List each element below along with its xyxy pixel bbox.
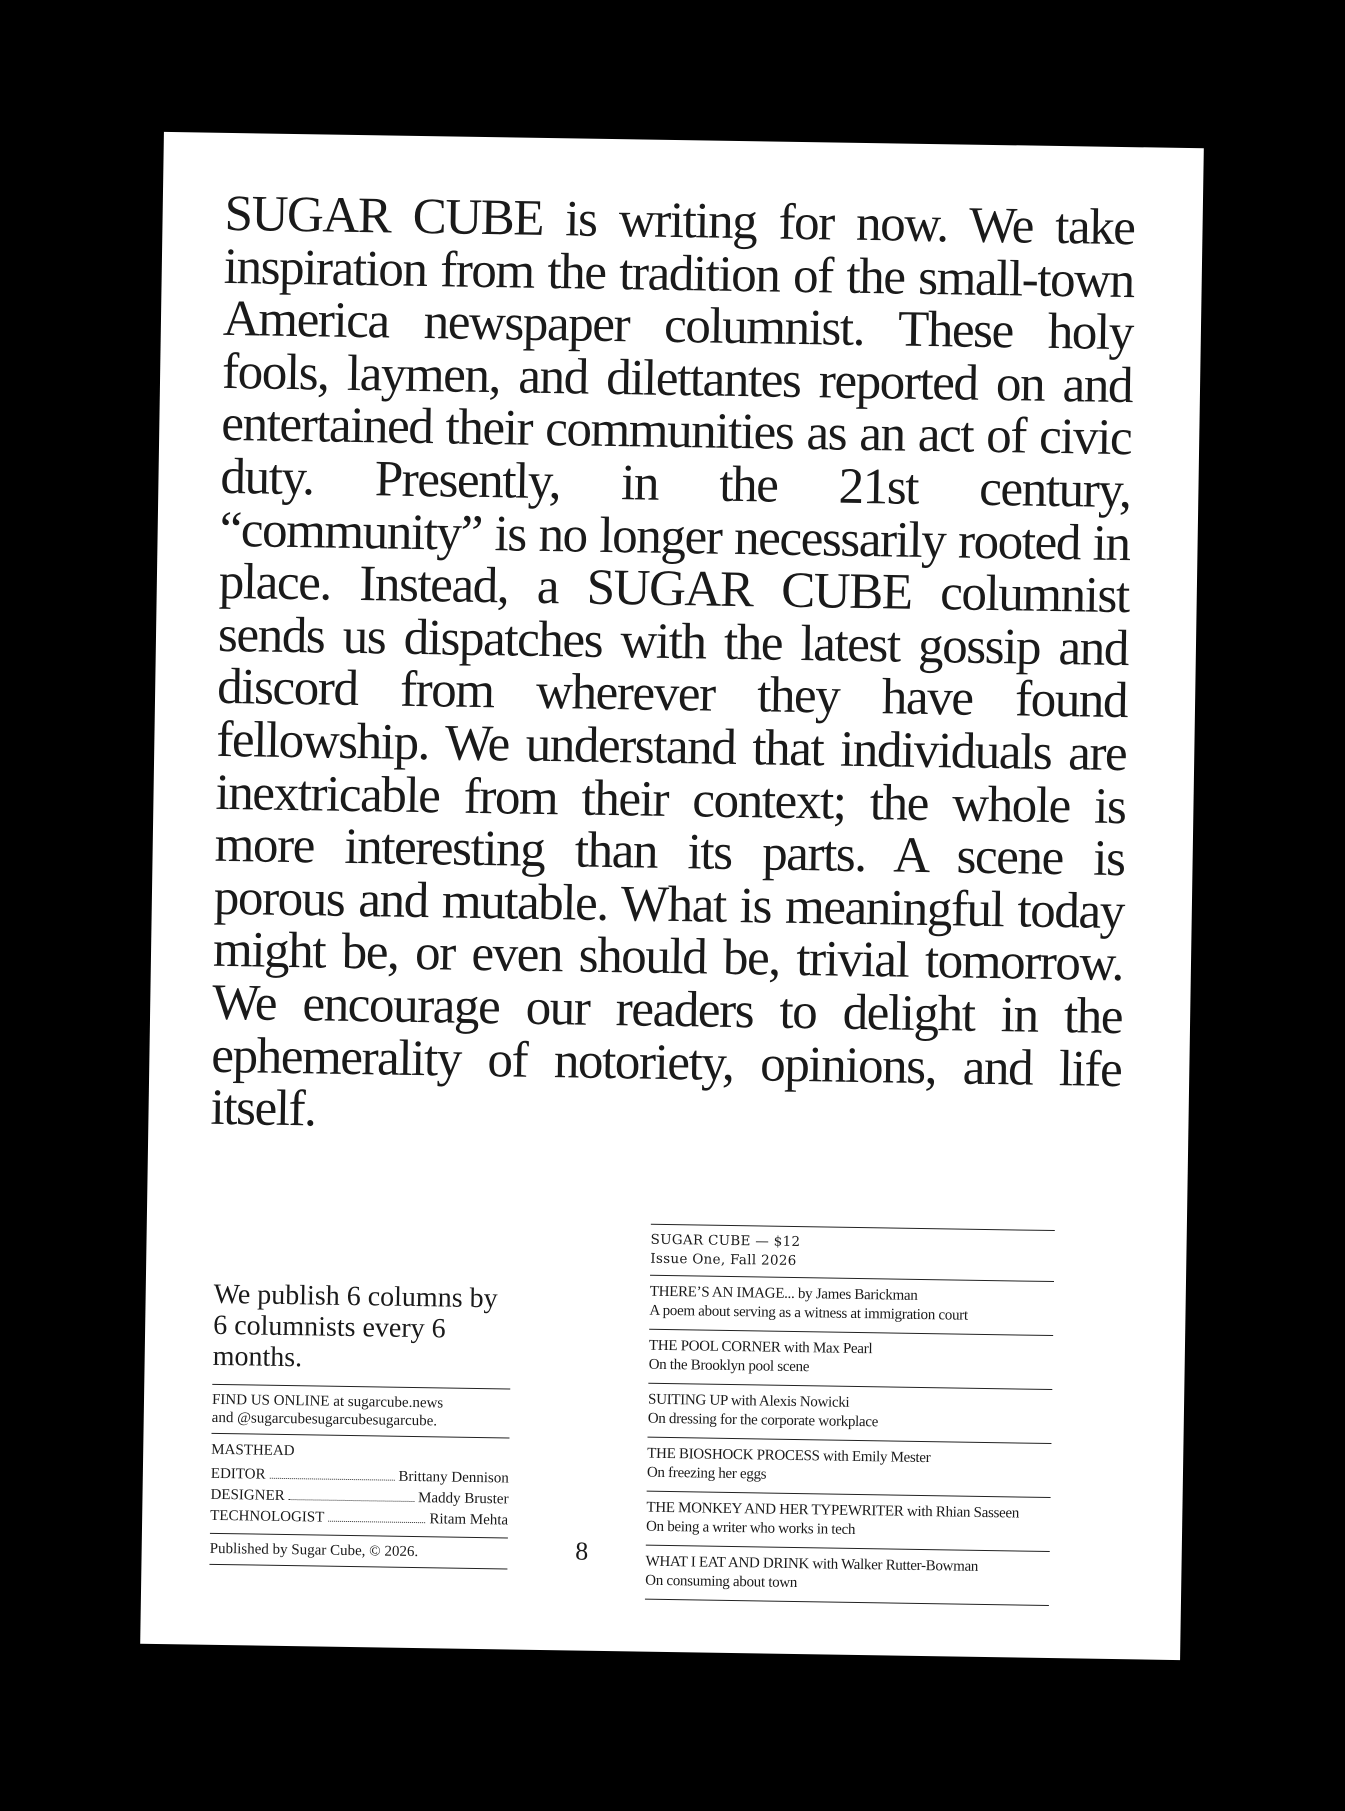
column-title: WHAT I EAT AND DRINK with Walker Rutter-Bowman [645, 1553, 979, 1575]
issue-price: SUGAR CUBE — $12 [650, 1231, 801, 1251]
column-title: SUITING UP with Alexis Nowicki [647, 1391, 850, 1411]
toc-item [647, 1438, 1052, 1497]
masthead-name: Maddy Bruster [417, 1490, 509, 1508]
masthead-name: Ritam Mehta [429, 1511, 509, 1529]
column-description: A poem about serving as a witness at immigration court [649, 1302, 968, 1324]
toc-item [646, 1492, 1051, 1551]
manifesto-paragraph: SUGAR CUBE is writing for now. We take inspiration from the tradition of the small-town America newspaper columnist. These holy fools, laymen, and dilettantes reported on and entertained their communities as an act of civic duty. Presently, in the 21st century, “community” is no longer necessarily rooted in place. Instead, a SUGAR CUBE columnist sends us dispatches with the latest gossip and discord from wherever they have found fellowship. We understand that individuals are inextricable from their context; the whole is more interesting than its parts. A scene is porous and mutable. What is meaningful today might be, or even should be, trivial tomorrow. We encourage our readers to delight in the ephemerality of notoriety, opinions, and life itself. [210, 185, 1135, 1138]
column-description: On freezing her eggs [646, 1464, 767, 1483]
column-title: THE POOL CORNER with Max Pearl [648, 1337, 873, 1358]
masthead-title: MASTHEAD [211, 1441, 295, 1460]
toc-item [645, 1546, 1050, 1605]
masthead-role: EDITOR [210, 1465, 266, 1483]
column-title: THE BIOSHOCK PROCESS with Emily Mester [647, 1445, 931, 1467]
masthead-role: DESIGNER [210, 1486, 285, 1504]
find-us-line-2: and @sugarcubesugarcubesugarcube. [211, 1409, 438, 1430]
toc-item [649, 1276, 1054, 1335]
masthead-name: Brittany Dennison [398, 1468, 509, 1487]
toc-item [648, 1384, 1053, 1443]
column-title: THE MONKEY AND HER TYPEWRITER with Rhian Sasseen [646, 1499, 1020, 1522]
find-us-online [212, 1385, 511, 1438]
masthead [210, 1434, 510, 1538]
masthead-row-technologist [210, 1506, 508, 1532]
publish-frequency-text: We publish 6 columns by 6 columnists every 6 months. [212, 1278, 498, 1374]
find-us-line-1: FIND US ONLINE at sugarcube.news [211, 1391, 444, 1412]
column-description: On consuming about town [645, 1572, 798, 1592]
column-description: On being a writer who works in tech [645, 1518, 856, 1538]
dot-leader [270, 1478, 395, 1481]
masthead-role: TECHNOLOGIST [210, 1507, 325, 1526]
issue-header [650, 1225, 1055, 1281]
column-description: On the Brooklyn pool scene [648, 1356, 810, 1376]
column-title: THERE’S AN IMAGE... by James Barickman [649, 1283, 918, 1304]
issue-date: Issue One, Fall 2026 [650, 1250, 797, 1270]
table-of-contents [645, 1224, 1055, 1606]
left-column [209, 1279, 511, 1570]
dot-leader [289, 1499, 414, 1502]
printed-page [140, 132, 1204, 1660]
publisher-note: Published by Sugar Cube, © 2026. [209, 1540, 419, 1561]
dot-leader [328, 1521, 425, 1524]
column-description: On dressing for the corporate workplace [647, 1410, 879, 1431]
page-number: 8 [574, 1536, 589, 1566]
toc-item [648, 1330, 1053, 1389]
